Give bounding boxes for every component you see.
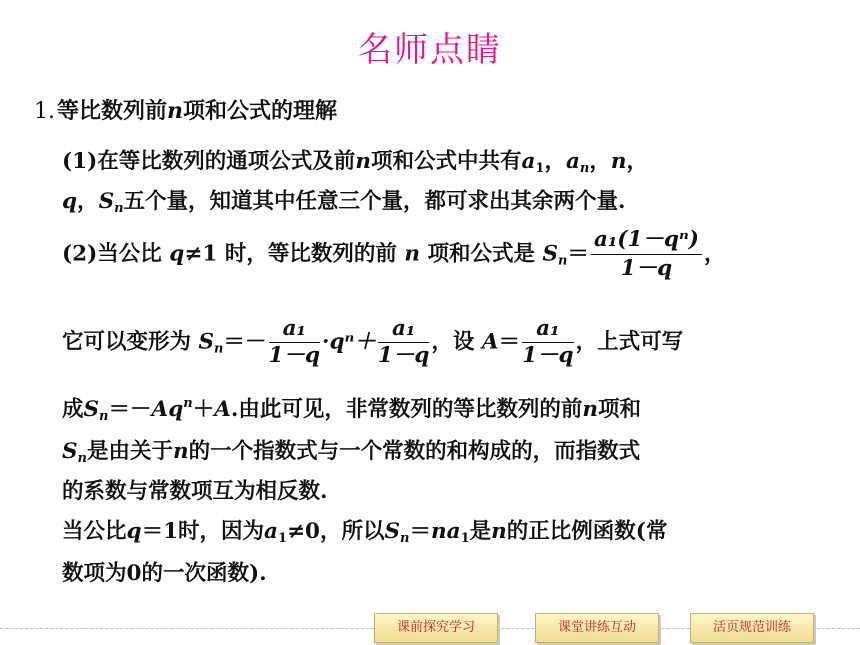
punct: ， <box>626 149 649 174</box>
fraction <box>269 318 321 367</box>
var-S: S <box>384 519 401 544</box>
superscript: n <box>183 396 193 411</box>
text-run: 项和公式中共有 <box>370 149 522 174</box>
var-n: n <box>404 241 420 267</box>
var-a: a <box>264 519 278 544</box>
text-run: 时，等比数列的前 <box>217 241 405 267</box>
var-q: q <box>62 189 78 214</box>
equals: ＝ <box>567 241 589 267</box>
pre-class-study-button[interactable]: 课前探究学习 <box>374 613 498 643</box>
page-title: 名师点睛 <box>358 30 502 70</box>
text-run: 五个量，知道其中任意三个量，都可求出其余两个量. <box>123 189 626 214</box>
fraction-denominator: 1－q <box>620 256 673 281</box>
var-S: S <box>98 189 115 214</box>
section-number: 1. <box>34 99 55 124</box>
var-n: n <box>610 149 627 174</box>
text-run: 是 <box>469 519 492 544</box>
var-q: q <box>169 241 185 267</box>
var-q: q <box>126 519 142 544</box>
text-run: .由此可见，非常数列的等比数列的前 <box>230 397 583 422</box>
text-run: ≠0，所以 <box>287 519 385 544</box>
text-run: 项和公式是 <box>419 241 543 267</box>
text-run: 成 <box>62 397 84 422</box>
para4-line1 <box>62 392 641 424</box>
fraction <box>522 318 574 367</box>
subscript: n <box>579 161 590 176</box>
subscript: n <box>99 409 109 424</box>
para3-line <box>62 318 683 367</box>
text-run: ，设 <box>431 329 482 355</box>
var-n: n <box>491 519 507 544</box>
para4-line3: 的系数与常数项互为相反数. <box>62 479 328 504</box>
var-n: n <box>582 397 599 422</box>
section-heading <box>34 94 337 125</box>
text-run: 的正比例函数(常 <box>506 519 668 544</box>
punct: ， <box>703 241 726 267</box>
para4-line5: 数项为0的一次函数). <box>62 561 267 586</box>
fraction-numerator: a₁ <box>378 318 430 343</box>
fraction-denominator: 1－q <box>377 343 430 368</box>
var-S: S <box>542 241 558 267</box>
sum-formula-fraction <box>591 228 702 281</box>
text-run: ，上式可写 <box>575 329 684 355</box>
classroom-interaction-button[interactable]: 课堂讲练互动 <box>535 613 659 643</box>
heading-tail: 项和公式的理解 <box>183 98 338 124</box>
text-run: (1)在等比数列的通项公式及前 <box>62 149 356 174</box>
subscript: n <box>400 531 410 546</box>
subscript: 1 <box>535 161 545 176</box>
punct: ， <box>589 149 611 174</box>
fraction-numerator: a₁(1－qⁿ) <box>591 228 702 255</box>
subscript: n <box>214 341 224 357</box>
fraction-denominator: 1－q <box>522 343 574 368</box>
text-run: 的一个指数式与一个常数的和构成的，而指数式 <box>188 439 641 464</box>
subscript: n <box>557 253 568 269</box>
punct: ， <box>544 149 566 174</box>
text-run: 它可以变形为 <box>62 329 199 355</box>
subscript: 1 <box>277 531 288 546</box>
punct: ， <box>77 189 99 214</box>
para1-line2 <box>62 184 626 216</box>
heading-text: 等比数列前 <box>57 98 168 124</box>
para2-line <box>62 228 726 281</box>
para4-line4 <box>62 514 667 546</box>
var-S: S <box>198 329 215 355</box>
text-run: ＝1时，因为 <box>141 519 265 544</box>
var-S: S <box>62 439 78 464</box>
var-n: n <box>173 439 189 464</box>
practice-training-button[interactable]: 活页规范训练 <box>690 613 814 643</box>
var-na: na <box>431 519 461 544</box>
var-a: a <box>521 149 536 174</box>
subscript: n <box>114 201 124 216</box>
heading-n: n <box>167 98 184 124</box>
var-A: A <box>481 329 499 355</box>
text-run: ≠1 <box>184 241 218 267</box>
fraction-numerator: a₁ <box>522 318 574 343</box>
text-run: (2)当公比 <box>62 241 170 267</box>
var-n: n <box>355 149 371 174</box>
equals: ＝－ <box>223 329 267 355</box>
text-run: ＋ <box>192 397 215 422</box>
var-a: a <box>565 149 580 174</box>
para1-line1 <box>62 144 648 176</box>
subscript: n <box>77 451 87 466</box>
subscript: 1 <box>460 531 470 546</box>
text-run: 当公比 <box>62 519 127 544</box>
var-A: A <box>214 397 231 422</box>
var-Aq: Aq <box>151 397 184 422</box>
fraction-numerator: a₁ <box>269 318 321 343</box>
fraction-denominator: 1－q <box>268 343 320 368</box>
fraction <box>378 318 430 367</box>
text-run: ＝－ <box>108 397 152 422</box>
para4-line2 <box>62 434 640 466</box>
text-run: ·qⁿ＋ <box>322 329 376 355</box>
text-run: 是由关于 <box>86 439 173 464</box>
text-run: 项和 <box>598 397 642 422</box>
var-S: S <box>83 397 100 422</box>
text-run: ＝ <box>409 519 431 544</box>
equals: ＝ <box>498 329 521 355</box>
